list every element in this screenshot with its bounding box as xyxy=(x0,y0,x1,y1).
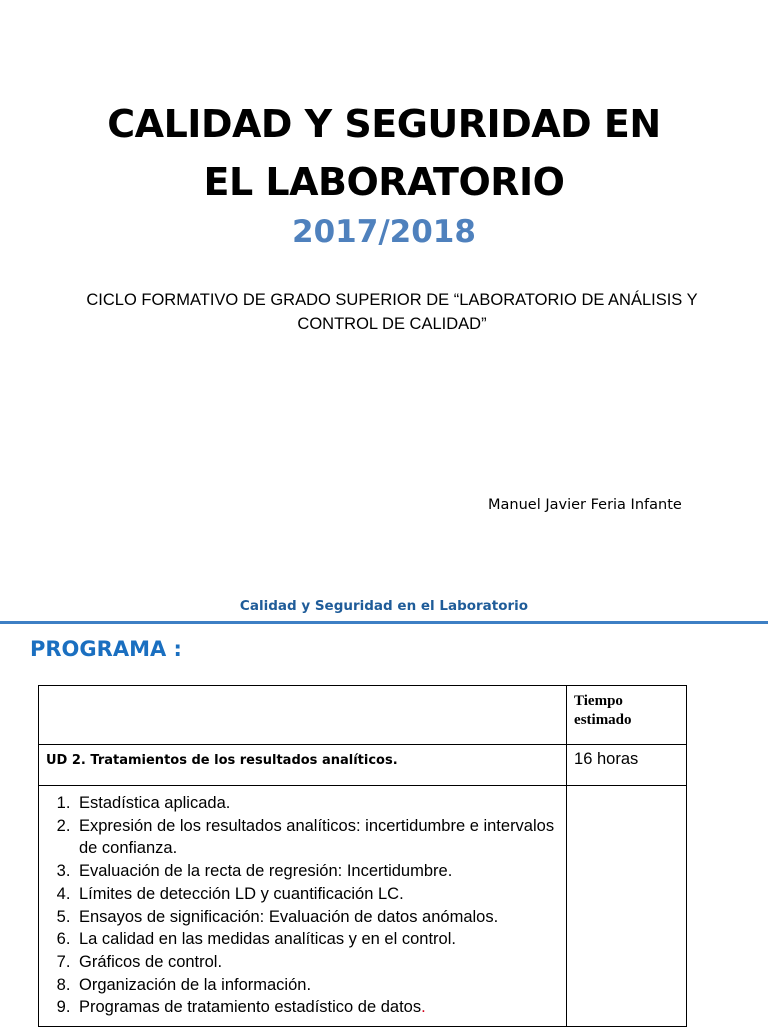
header-divider xyxy=(0,621,768,624)
programa-heading: PROGRAMA : xyxy=(30,637,182,661)
list-item: 7. Gráficos de control. xyxy=(75,951,566,974)
table-header-row xyxy=(39,686,687,745)
unit-time: 16 horas xyxy=(567,745,687,786)
list-item: 4. Límites de detección LD y cuantificación LC. xyxy=(75,883,566,906)
trailing-period: . xyxy=(421,998,426,1017)
slide-header-title: Calidad y Seguridad en el Laboratorio xyxy=(239,598,529,614)
cover-subtitle xyxy=(20,288,764,336)
unit-row xyxy=(39,745,687,786)
list-item: 5. Ensayos de significación: Evaluación de datos anómalos. xyxy=(75,906,566,929)
list-item: 2. Expresión de los resultados analíticos: incertidumbre e intervalos de confianza. xyxy=(75,815,566,860)
list-item: 8. Organización de la información. xyxy=(75,974,566,997)
programa-slide xyxy=(0,590,768,1024)
cover-title-line-1: CALIDAD Y SEGURIDAD EN xyxy=(107,102,661,146)
list-item: 6. La calidad en las medidas analíticas y en el control. xyxy=(75,928,566,951)
unit-contents-list xyxy=(39,786,566,1019)
unit-title: UD 2. Tratamientos de los resultados analíticos. xyxy=(39,745,567,786)
list-item: 1. Estadística aplicada. xyxy=(75,792,566,815)
cover-subtitle-line-2: CONTROL DE CALIDAD” xyxy=(297,315,487,333)
list-item-text: Programas de tratamiento estadístico de datos xyxy=(79,998,422,1017)
list-item: 3. Evaluación de la recta de regresión: Incertidumbre. xyxy=(75,860,566,883)
cover-subtitle-line-1: CICLO FORMATIVO DE GRADO SUPERIOR DE “LABORATORIO DE ANÁLISIS Y xyxy=(86,291,698,309)
programa-table xyxy=(38,685,687,1027)
cover-title xyxy=(0,95,768,211)
tiempo-header-line-2: estimado xyxy=(574,712,632,728)
tiempo-estimado-header xyxy=(567,686,687,745)
unit-contents-row xyxy=(39,786,687,1027)
table-header-empty-cell xyxy=(39,686,567,745)
cover-title-line-2: EL LABORATORIO xyxy=(203,160,565,204)
list-item xyxy=(75,996,566,1019)
author-name: Manuel Javier Feria Infante xyxy=(488,497,682,513)
unit-contents-time-cell xyxy=(567,786,687,1027)
academic-year: 2017/2018 xyxy=(292,214,476,250)
tiempo-header-line-1: Tiempo xyxy=(574,693,623,709)
unit-contents-cell xyxy=(39,786,567,1027)
